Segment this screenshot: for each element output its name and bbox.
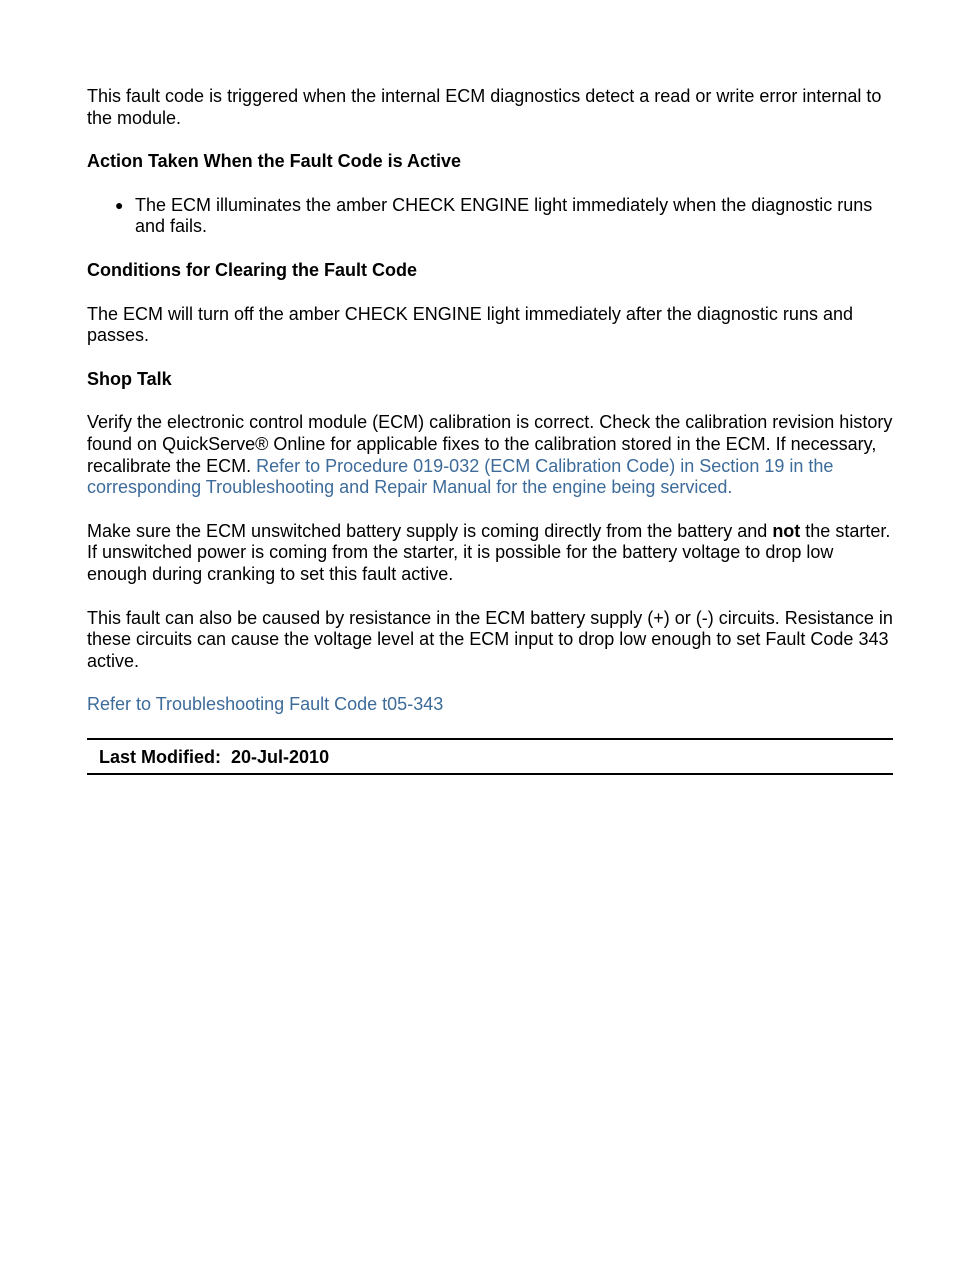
battery-text-after: the starter. If unswitched power is coming from the starter, it is possible for the battery voltage to drop low enough during cranking to set this fault active. xyxy=(87,520,891,584)
document-page xyxy=(87,86,893,775)
shop-talk-heading: Shop Talk xyxy=(87,368,172,389)
shop-talk-paragraph-3: This fault can also be caused by resistance in the ECM battery supply (+) or (-) circuits. Resistance in these circuits can cause the voltage level at the ECM input to drop low enough to set Fault Code 343 active. xyxy=(87,607,893,671)
troubleshooting-link[interactable]: Refer to Troubleshooting Fault Code t05-343 xyxy=(87,694,444,715)
clearing-heading: Conditions for Clearing the Fault Code xyxy=(87,259,417,280)
refer-paragraph xyxy=(87,694,893,716)
intro-paragraph: This fault code is triggered when the internal ECM diagnostics detect a read or write error internal to the module. xyxy=(87,86,882,128)
shop-talk-text: Verify the electronic control module (ECM) calibration is correct. Check the calibration revision history found on QuickServe® Online for applicable fixes to the calibration stored in the ECM. If necessary, recalibrate the ECM. xyxy=(87,412,893,476)
emphasis-not: not xyxy=(772,520,801,541)
shop-talk-paragraph-1 xyxy=(87,412,893,498)
bullet-icon: ● xyxy=(115,196,124,213)
battery-text-before: Make sure the ECM unswitched battery supply is coming directly from the battery and xyxy=(87,520,773,541)
action-bullet-text: The ECM illuminates the amber CHECK ENGINE light immediately when the diagnostic runs and fails. xyxy=(135,194,873,237)
action-list xyxy=(87,195,893,238)
last-modified-label: Last Modified: xyxy=(99,746,221,767)
shop-talk-paragraph-2 xyxy=(87,521,893,586)
last-modified-bar xyxy=(87,738,893,776)
procedure-link[interactable]: Refer to Procedure 019-032 (ECM Calibration Code) in Section 19 in the corresponding Troubleshooting and Repair Manual for the engine being serviced. xyxy=(87,455,834,498)
last-modified-date: 20-Jul-2010 xyxy=(231,746,330,767)
action-heading: Action Taken When the Fault Code is Active xyxy=(87,151,462,172)
list-item xyxy=(87,195,893,238)
clearing-paragraph: The ECM will turn off the amber CHECK ENGINE light immediately after the diagnostic runs and passes. xyxy=(87,303,853,346)
